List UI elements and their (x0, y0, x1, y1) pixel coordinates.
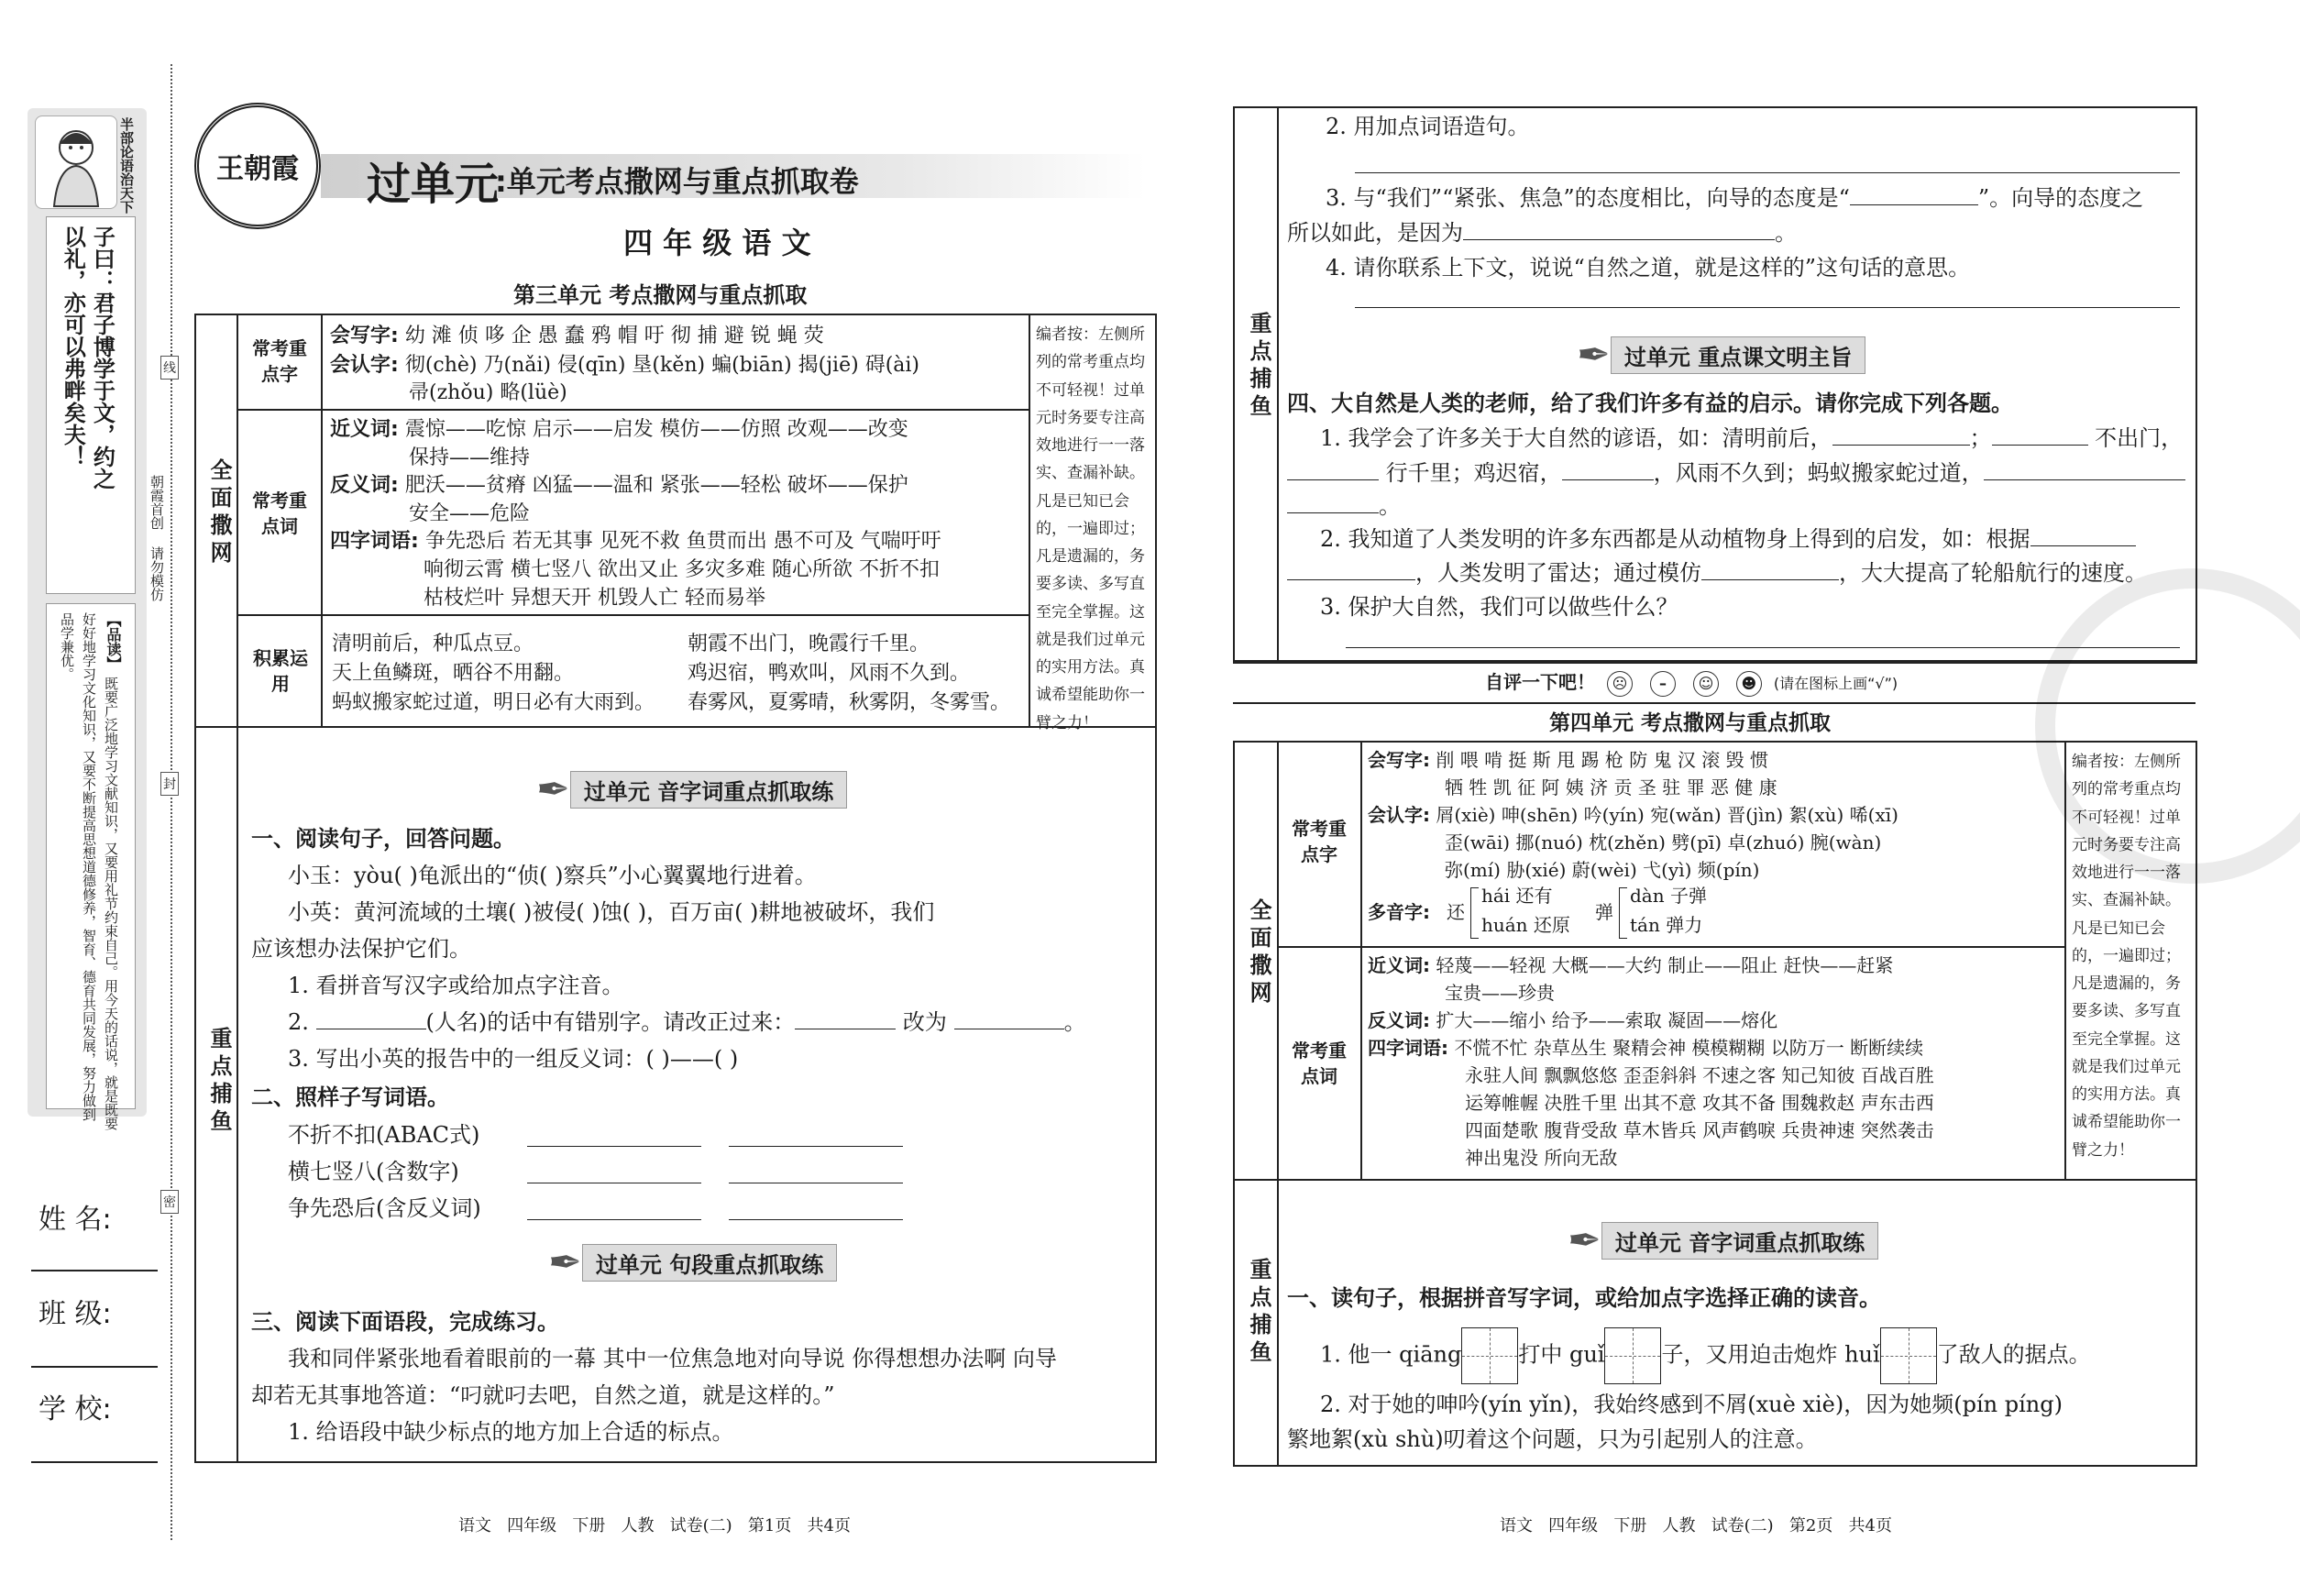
self-eval: 自评一下吧！ ☹ – ☺ ☻ (请在图标上画“√”) (1485, 667, 1898, 697)
school-label: 学 校: (39, 1393, 112, 1425)
cut-line (171, 64, 172, 1540)
u3-q2-c: 争先恐后(含反义词) (288, 1195, 481, 1221)
u4-q1-title: 一、读句子，根据拼音写字词，或给加点字选择正确的读音。 (1287, 1285, 1881, 1311)
u3-sizi-1: 争先恐后 若无其事 见死不救 鱼贯而出 愚不可及 气喘吁吁 (424, 530, 941, 553)
rt-qq2: 2. 我知道了人类发明的许多东西都是从动植物身上得到的启发，如：根据 (1320, 521, 2136, 558)
u3-side-1: 全面撒网 (206, 458, 232, 568)
q2c-line-2[interactable] (729, 1219, 903, 1220)
u3-q3-1: 1. 给语段中缺少标点的地方加上合适的标点。 (288, 1419, 734, 1445)
quote-line-1: 子曰：君子博学于文，约之 (89, 226, 116, 490)
u4-huiren-3: 弥(mí) 胁(xié) 蔚(wèi) 弋(yì) 频(pín) (1445, 859, 1760, 881)
sidebar-col-label: 朝霞首创 请勿模仿 (149, 475, 165, 601)
u4-duoyin-h2: huán 还原 (1481, 914, 1570, 936)
school-field[interactable] (31, 1461, 158, 1463)
u3-jilei-1b: 朝霞不出门，晚霞行千里。 (688, 633, 930, 655)
u4-sizi-label: 四字词语: (1368, 1037, 1448, 1059)
u3-side-2: 重点捕鱼 (206, 1027, 232, 1137)
u3-sizi-label: 四字词语: (330, 530, 419, 553)
u3-banner-1: ✒ 过单元 音字词重点抓取练 (536, 766, 847, 813)
rt-qq2-2: ，人类发明了雷达；通过模仿 ，大大提高了轮船航行的速度。 (1287, 555, 2147, 592)
u4-fanyi-label: 反义词: (1368, 1009, 1430, 1031)
sidebar-motto: 半部论语治天下 (118, 117, 135, 214)
u3-editor-note: 编者按：左侧所列的常考重点均不可轻视！过单元时务要专注高效地进行一一落实、查漏补缺。凡是已知已会的，一遍即过；凡是遗漏的，务要多读、多写直至完全掌握。这就是我们过单元的实用方法。真诚希望能助你一臂之力！ (1036, 325, 1145, 732)
u4-huixie-1: 削 喂 啃 挺 斯 甩 踢 枪 防 鬼 汉 滚 毁 惯 (1436, 749, 1769, 771)
quill-icon: ✒ (548, 1239, 582, 1286)
u4-jinyi-label: 近义词: (1368, 954, 1430, 976)
u3-fanyi-2: 安全——危险 (409, 502, 531, 525)
u3-q1-s2: 小英：黄河流域的土壤( )被侵( )蚀( )，百万亩( )耕地被破坏，我们 (288, 899, 935, 925)
u3-huixie: 幼 滩 侦 哆 企 愚 蠢 鸦 帽 吁 彻 捕 避 锐 蝇 荧 (404, 325, 824, 347)
u3-cat-1: 常考重点字 (252, 337, 307, 385)
footer-right: 语文 四年级 下册 人教 试卷(二) 第2页 共4页 (1500, 1516, 1892, 1535)
u3-jilei-2a: 天上鱼鳞斑，晒谷不用翻。 (332, 662, 575, 685)
smile-face-icon[interactable]: ☺ (1693, 671, 1719, 697)
u4-huiren-label: 会认字: (1368, 804, 1430, 826)
name-field[interactable] (31, 1270, 158, 1271)
u4-fanyi: 扩大——缩小 给予——索取 凝固——熔化 (1436, 1009, 1778, 1031)
quill-icon: ✒ (536, 766, 570, 813)
rt-qq1: 1. 我学会了许多关于大自然的谚语，如：清明前后， ； 不出门， (1320, 420, 2183, 457)
pinku-text-1: 既要广泛地学习文献知识，又要用礼节约束自己。用今天的话说，就是既要 (103, 677, 119, 1130)
cut-mark-2: 封 (160, 772, 179, 796)
rt-q3c: 所以如此，是因为 。 (1287, 215, 1797, 252)
rt-q3: 3. 与“我们”“紧张、焦急”的态度相比，向导的态度是“ ”。向导的态度之 (1326, 180, 2143, 217)
u3-q1-title: 一、阅读句子，回答问题。 (251, 826, 515, 852)
rt-qq3: 3. 保护大自然，我们可以做些什么？ (1320, 594, 1678, 620)
u4-sizi-4: 四面楚歌 腹背受敌 草木皆兵 风声鹤唳 兵贵神速 突然袭击 (1465, 1119, 1934, 1141)
u3-jilei-2b: 鸡迟宿，鸭欢叫，风雨不久到。 (688, 662, 971, 685)
blank-proverb-6[interactable] (1287, 490, 1379, 513)
quill-icon: ✒ (1568, 1217, 1601, 1264)
u4-huixie-label: 会写字: (1368, 749, 1430, 771)
u3-jilei-1a: 清明前后，种瓜点豆。 (332, 633, 534, 655)
class-field[interactable] (31, 1366, 158, 1368)
u3-q2-b: 横七竖八(含数字) (288, 1159, 459, 1184)
blank-proverb-2[interactable] (1992, 423, 2088, 446)
logo-emblem (194, 103, 321, 229)
u4-q1-s1: 1. 他一 qiāng 打中 guǐ 子，又用迫击炮炸 huǐ 了敌人的据点。 (1320, 1327, 2091, 1384)
rt-qq1-3: 。 (1287, 488, 1401, 525)
u3-huiren-1: 彻(chè) 乃(nǎi) 侵(qīn) 垦(kěn) 蝙(biān) 揭(jiē) 碍(ài) (404, 354, 920, 377)
blank-proverb-3[interactable] (1287, 457, 1379, 480)
blank-name[interactable] (316, 1007, 426, 1029)
u3-sizi-3: 枯枝烂叶 异想天开 机毁人亡 轻而易举 (424, 587, 765, 610)
class-label: 班 级: (39, 1298, 112, 1330)
footer-left: 语文 四年级 下册 人教 试卷(二) 第1页 共4页 (458, 1516, 851, 1535)
char-grid-qiang[interactable] (1461, 1327, 1518, 1384)
u3-jilei-3b: 春雾风，夏雾晴，秋雾阴，冬雾雪。 (688, 691, 1011, 714)
u4-huiren-1: 屑(xiè) 呻(shēn) 吟(yín) 宛(wǎn) 晋(jìn) 絮(xù) 唏(xī) (1436, 804, 1898, 826)
unit3-title: 第三单元 考点撒网与重点抓取 (513, 282, 808, 308)
sad-face-icon[interactable]: ☹ (1607, 671, 1633, 697)
u4-sizi-2: 永驻人间 飘飘悠悠 歪歪斜斜 不速之客 知己知彼 百战百胜 (1465, 1064, 1934, 1086)
u3-huiren-label: 会认字: (330, 354, 399, 377)
u4-q1-s2a: 2. 对于她的呻吟(yín yǐn)，我始终感到不屑(xuè xiè)，因为她频(pín píng) (1320, 1392, 2063, 1417)
u4-duoyin-d2: tán 弹力 (1630, 914, 1703, 936)
pinku-text-3: 品学兼优。 (59, 612, 75, 681)
u4-sizi-1: 不慌不忙 杂草丛生 聚精会神 模模糊糊 以防万一 断断续续 (1454, 1037, 1924, 1059)
quote-line-2: 以礼，亦可以弗畔矣夫！ (60, 226, 87, 468)
u3-huiren-2: 帚(zhǒu) 略(lüè) (409, 381, 567, 404)
u4-side-2: 重点捕鱼 (1246, 1258, 1271, 1368)
q2c-line-1[interactable] (527, 1219, 701, 1220)
blank-proverb-5[interactable] (1984, 457, 2185, 480)
blank-correct[interactable] (954, 1007, 1064, 1029)
u4-duoyin-label: 多音字: (1368, 901, 1430, 923)
u3-banner-2: ✒ 过单元 句段重点抓取练 (548, 1239, 837, 1286)
u4-duoyin-d1: dàn 子弹 (1630, 885, 1707, 907)
blank-reason[interactable] (1463, 217, 1775, 240)
blank-wrong[interactable] (795, 1007, 896, 1029)
unit4-title: 第四单元 考点撒网与重点抓取 (1549, 711, 1832, 735)
u4-sizi-3: 运筹帷幄 决胜千里 出其不意 攻其不备 围魏救赵 声东击西 (1465, 1092, 1934, 1114)
u3-jinyi-2: 保持——维持 (409, 446, 531, 469)
u3-q3-title: 三、阅读下面语段，完成练习。 (251, 1309, 559, 1335)
u3-cat-3: 积累运用 (253, 647, 308, 695)
u4-editor-note: 编者按：左侧所列的常考重点均不可轻视！过单元时务要专注高效地进行一一落实、查漏补缺。凡是已知已会的，一遍即过；凡是遗漏的，务要多读、多写直至完全掌握。这就是我们过单元的实用方法。真诚希望能助你一臂之力！ (2072, 753, 2181, 1160)
title-sub: :单元考点撒网与重点抓取卷 (495, 164, 859, 199)
scholar-avatar (35, 116, 117, 209)
u3-fanyi-1: 肥沃——贫瘠 凶猛——温和 紧张——轻松 破坏——保护 (404, 474, 908, 497)
grade-title: 四 年 级 语 文 (623, 226, 811, 260)
u3-cat-2: 常考重点词 (252, 490, 307, 537)
rt-q2: 2. 用加点词语造句。 (1326, 114, 1530, 139)
u3-jinyi-1: 震惊——吃惊 启示——启发 模仿——仿照 改观——改变 (404, 418, 908, 441)
rt-q4-title: 四、大自然是人类的老师，给了我们许多有益的启示。请你完成下列各题。 (1287, 391, 2013, 416)
u3-fanyi-label: 反义词: (330, 474, 399, 497)
u3-q1-1: 1. 看拼音写汉字或给加点字注音。 (288, 973, 624, 998)
title-big: 过单元 (367, 159, 500, 210)
char-grid-hui[interactable] (1880, 1327, 1937, 1384)
u4-side-1: 全面撒网 (1246, 898, 1271, 1008)
blank-radar[interactable] (2030, 523, 2136, 546)
blank-ship[interactable] (1701, 557, 1839, 580)
pinku-title: 【品读】 (105, 612, 122, 671)
rt-q2-line[interactable] (1355, 172, 2180, 173)
cut-mark-3: 密 (160, 1190, 179, 1214)
u4-cat-1: 常考重点字 (1292, 818, 1347, 865)
u4-duoyin-h: 还 (1447, 901, 1465, 923)
name-label: 姓 名: (39, 1204, 112, 1236)
u3-jinyi-label: 近义词: (330, 418, 399, 441)
rt-qq1-2: 行千里；鸡迟宿， ，风雨不久到；蚂蚁搬家蛇过道， (1287, 455, 2185, 492)
happy-face-icon[interactable]: ☻ (1736, 671, 1762, 697)
u3-q3-p1: 我和同伴紧张地看着眼前的一幕 其中一位焦急地对向导说 你得想想办法啊 向导 (288, 1346, 1057, 1371)
u3-q1-s3: 应该想办法保护它们。 (251, 936, 471, 962)
rt-q4: 4. 请你联系上下文，说说“自然之道，就是这样的”这句话的意思。 (1326, 255, 1971, 281)
u3-q3-p2: 却若无其事地答道：“叼就叼去吧，自然之道，就是这样的。” (251, 1382, 835, 1408)
u4-banner: ✒ 过单元 音字词重点抓取练 (1568, 1217, 1878, 1264)
rt-banner: ✒ 过单元 重点课文明主旨 (1577, 332, 1865, 379)
q2a-line-2[interactable] (729, 1146, 903, 1147)
blank-guide-attitude[interactable] (1850, 182, 1978, 205)
u4-huiren-2: 歪(wāi) 挪(nuó) 枕(zhěn) 劈(pī) 卓(zhuó) 腕(wàn) (1445, 831, 1882, 853)
u4-sizi-5: 神出鬼没 所向无敌 (1465, 1147, 1618, 1169)
quill-icon: ✒ (1577, 332, 1611, 379)
char-grid-gui[interactable] (1604, 1327, 1661, 1384)
logo-text: 王朝霞 (216, 153, 299, 185)
blank-proverb-1[interactable] (1832, 423, 1970, 446)
neutral-face-icon[interactable]: – (1650, 671, 1676, 697)
u4-jinyi-2: 宝贵——珍贵 (1445, 982, 1555, 1004)
u4-cat-2: 常考重点词 (1292, 1040, 1347, 1087)
u3-jilei-3a: 蚂蚁搬家蛇过道，明日必有大雨到。 (332, 691, 655, 714)
q2a-line-1[interactable] (527, 1146, 701, 1147)
pinku-text-2: 好好地学习文化知识，又要不断提高思想道德修养，智育、德育共同发展，努力做到 (81, 612, 97, 1121)
u4-huixie-2: 牺 牲 凯 征 阿 姨 济 贡 圣 驻 罪 恶 健 康 (1445, 776, 1777, 798)
u4-duoyin-d: 弹 (1595, 901, 1613, 923)
blank-radar-2[interactable] (1287, 557, 1415, 580)
u3-q2-a: 不折不扣(ABAC式) (288, 1122, 480, 1148)
blank-proverb-4[interactable] (1562, 457, 1654, 480)
u4-q1-s2b: 繁地絮(xù shù)叨着这个问题，只为引起别人的注意。 (1287, 1426, 1818, 1452)
u3-huixie-label: 会写字: (330, 325, 399, 347)
u3-q1-3: 3. 写出小英的报告中的一组反义词：( )——( ) (288, 1046, 739, 1072)
rt-side: 重点捕鱼 (1246, 312, 1271, 422)
u3-q1-2: 2. (人名)的话中有错别字。请改正过来： 改为 。 (288, 1004, 1086, 1041)
u3-q2-title: 二、照样子写词语。 (251, 1084, 449, 1110)
u4-duoyin-h1: hái 还有 (1481, 885, 1553, 907)
u4-jinyi-1: 轻蔑——轻视 大概——大约 制止——阻止 赶快——赶紧 (1436, 954, 1894, 976)
u3-sizi-2: 响彻云霄 横七竖八 欲出又止 多灾多难 随心所欲 不折不扣 (424, 558, 940, 581)
cut-mark-1: 线 (160, 356, 179, 380)
u3-q1-s1: 小玉：yòu( )龟派出的“侦( )察兵”小心翼翼地行进着。 (288, 863, 817, 888)
rt-q4-line[interactable] (1355, 307, 2180, 308)
